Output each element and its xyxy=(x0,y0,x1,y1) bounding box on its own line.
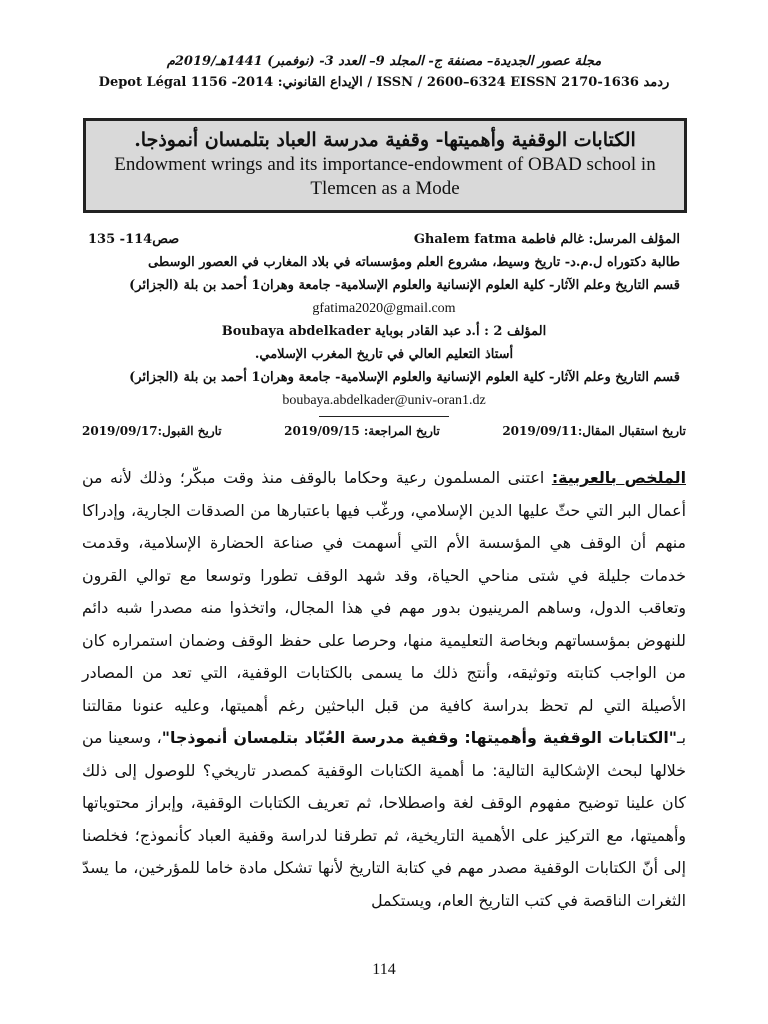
abstract-article-title: "الكتابات الوقفية وأهميتها: وقفية مدرسة العُبّاد بتلمسان أنموذجا" xyxy=(161,728,677,747)
date-reviewed: تاريخ المراجعة: 2019/09/15 xyxy=(284,424,440,438)
journal-citation: مجلة عصور الجديدة– مصنفة ج- المجلد 9– العدد 3- (نوفمبر) 1441هـ/2019م xyxy=(166,54,602,69)
authors-block xyxy=(88,228,680,421)
abstract-text-part2: ، وسعينا من خلالها لبحث الإشكالية التالية: ما أهمية الكتابات الوقفية كمصدر تاريخي؟ للوصول إلى ذلك كان علينا توضيح مفهوم الوقف لغة واصطلاحا، ثم تعريف الكتابات الوقفية، وإبراز محتوياتها وأهميتها، مع التركيز على الأهمية التاريخية، ثم تطرقنا لدراسة وقفية العباد كأنموذج؛ فخلصنا إلى أنّ الكتابات الوقفية مصدر مهم في كتابة التاريخ لأنها تشكل مادة خاما للمؤرخين، ما يسدّ الثغرات الناقصة في كتب التاريخ العام، ويستكمل xyxy=(82,728,686,910)
page-number: 114 xyxy=(372,961,396,978)
issn-line: ردمد 1636-2170 ISSN / 2600–6324 EISSN / الإيداع القانوني: 2014- 1156 Depot Légal xyxy=(98,75,670,90)
author2-email: boubaya.abdelkader@univ-oran1.dz xyxy=(282,393,486,408)
page-range: صص114- 135 xyxy=(88,232,180,247)
author1-email: gfatima2020@gmail.com xyxy=(312,301,456,316)
arabic-title: الكتابات الوقفية وأهميتها- وقفية مدرسة العباد بتلمسان أنموذجا. xyxy=(134,129,636,151)
author2-affiliation: قسم التاريخ وعلم الآثار- كلية العلوم الإنسانية والعلوم الإسلامية- جامعة وهران1 أحمد بن بلة (الجزائر) xyxy=(129,370,680,385)
abstract-text-part1: اعتنى المسلمون رعية وحكاما بالوقف منذ وقت مبكّر؛ وذلك لأنه من أعمال البر التي حثّ عليها الدين الإسلامي، ورغّب فيها باعتبارها من الصدقات الجارية، وإدراكا منهم أن الوقف هي المؤسسة الأم التي أسهمت في صناعة الحضارة الإسلامية، وقدمت خدمات جليلة في شتى مناحي الحياة، وقد شهد الوقف تطورا وتوسعا مع توالي القرون وتعاقب الدول، وساهم المرينيون بدور مهم في هذا المجال، واتخذوا منه مصدرا شبه دائم للنهوض بمؤسساتهم وبخاصة التعليمية منها، وحرصا على حفظ الوقف وضمان استمراره كان من الواجب كتابته وتوثيقه، وأنتج ذلك ما يسمى بالكتابات الوقفية، التي تعد من المصادر الأصيلة التي لم تحظ بدراسة كافية من قبل الباحثين رغم أهميتها، وعليه عنونا مقالتنا بـ xyxy=(82,468,687,747)
author1-role: طالبة دكتوراه ل.م.د- تاريخ وسيط، مشروع العلم ومؤسساته في بلاد المغارب في العصور الوسطى xyxy=(148,255,680,270)
english-title: Endowment wrings and its importance-endowment of OBAD school in Tlemcen as a Mode xyxy=(114,154,656,199)
journal-header xyxy=(60,52,708,94)
dates-row xyxy=(82,424,686,438)
author1-name: المؤلف المرسل: غالم فاطمة Ghalem fatma xyxy=(413,232,680,247)
author2-name: المؤلف 2 : أ.د عبد القادر بوباية Boubaya abdelkader xyxy=(221,324,547,339)
title-box xyxy=(83,118,687,213)
author2-role: أستاذ التعليم العالي في تاريخ المغرب الإسلامي. xyxy=(254,347,514,362)
author1-row xyxy=(88,228,680,251)
arabic-abstract xyxy=(82,462,686,917)
date-received: تاريخ استقبال المقال:2019/09/11 xyxy=(502,424,686,438)
author1-affiliation: قسم التاريخ وعلم الآثار- كلية العلوم الإنسانية والعلوم الإسلامية- جامعة وهران1 أحمد بن بلة (الجزائر) xyxy=(129,278,680,293)
date-accepted: تاريخ القبول:2019/09/17 xyxy=(82,424,222,438)
divider-line xyxy=(319,416,449,417)
abstract-label: الملخص بالعربية: xyxy=(551,468,686,487)
